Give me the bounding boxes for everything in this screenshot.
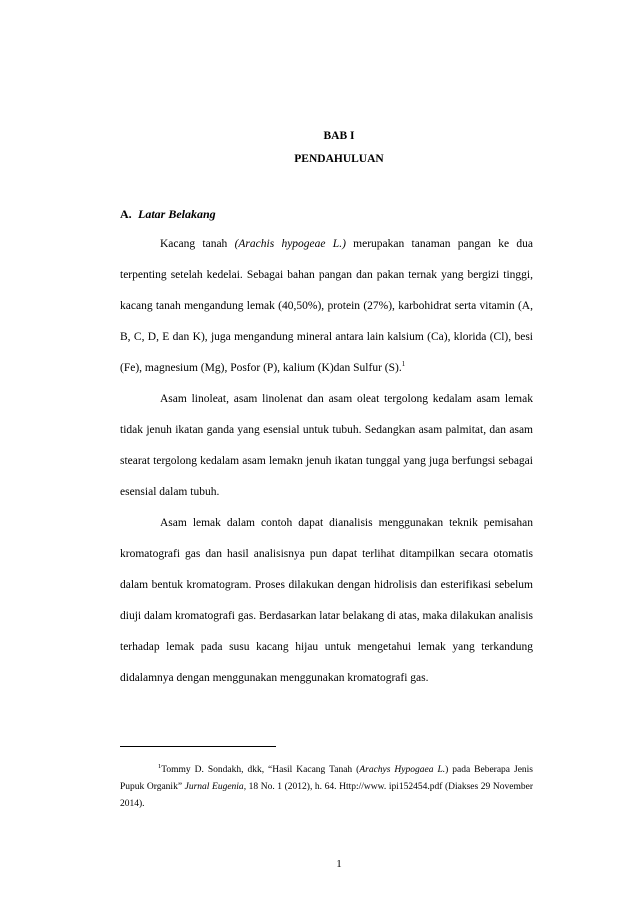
- paragraph-1-species: (Arachis hypogeae L.): [234, 238, 346, 250]
- paragraph-1: [120, 229, 533, 384]
- section-title: Latar Belakang: [138, 207, 216, 221]
- footnote-text-b: ) pada Beberapa Jenis Pupuk Organik”: [120, 765, 533, 792]
- page-number: 1: [336, 858, 342, 870]
- chapter-title: PENDAHULUAN: [294, 153, 384, 165]
- footnote-separator: [120, 746, 276, 747]
- paragraph-2: Asam linoleat, asam linolenat dan asam oleat tergolong kedalam asam lemak tidak jenuh ikatan ganda yang esensial untuk tubuh. Sedangkan asam palmitat, dan asam stearat tergolong kedalam asam lemakn jenuh ikatan tunggal yang juga berfungsi sebagai esensial dalam tubuh.: [120, 393, 533, 498]
- section-letter: A.: [120, 207, 132, 221]
- section-heading: [120, 207, 216, 222]
- footnote: [120, 762, 533, 813]
- footnote-text-c: , 18 No. 1 (2012), h. 64. Http://www. ipi152454.pdf (Diakses 29 November 2014).: [120, 782, 533, 809]
- paragraph-1-text-b: merupakan tanaman pangan ke dua terpenting setelah kedelai. Sebagai bahan pangan dan pakan ternak yang bergizi tinggi, kacang tanah mengandung lemak (40,50%), protein (27%), karbohidrat serta vitamin (A, B, C, D, E dan K), juga mengandung mineral antara lain kalsium (Ca), klorida (Cl), besi (Fe), magnesium (Mg), Posfor (P), kalium (K)dan Sulfur (S).: [120, 238, 533, 374]
- footnote-number: 1: [158, 762, 162, 770]
- body-text: [120, 229, 533, 694]
- footnote-text-a: Tommy D. Sondakh, dkk, “Hasil Kacang Tanah (: [161, 765, 360, 775]
- footnote-journal: Jurnal Eugenia: [184, 782, 244, 792]
- chapter-number: BAB I: [323, 130, 355, 142]
- footnote-species: Arachys Hypogaea L.: [359, 765, 446, 775]
- footnote-reference: 1: [401, 360, 406, 369]
- paragraph-1-text-a: Kacang tanah: [160, 238, 235, 250]
- paragraph-3: Asam lemak dalam contoh dapat dianalisis menggunakan teknik pemisahan kromatografi gas dan hasil analisisnya pun dapat terlihat ditampilkan secara otomatis dalam bentuk kromatogram. Proses dilakukan dengan hidrolisis dan esterifikasi sebelum diuji dalam kromatografi gas. Berdasarkan latar belakang di atas, maka dilakukan analisis terhadap lemak pada susu kacang hijau untuk mengetahui lemak yang terkandung didalamnya dengan menggunakan menggunakan kromatografi gas.: [120, 517, 533, 684]
